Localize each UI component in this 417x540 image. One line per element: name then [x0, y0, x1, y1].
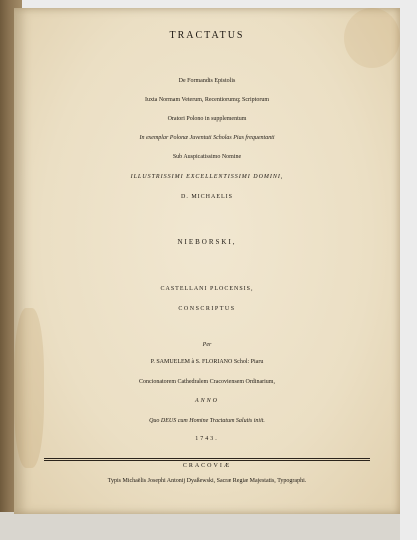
honorific-line: ILLUSTRISSIMI EXCELLENTISSIMI DOMINI,: [130, 174, 284, 180]
subtitle-line: Iuxta Normam Veterum, Recentiorumq; Scriptorum: [144, 97, 270, 103]
divider-rule: [44, 458, 370, 459]
publication-year: 1743.: [195, 436, 219, 442]
subtitle-line: Oratori Polono in supplementum: [167, 116, 247, 122]
patron-surname: NIEBORSKI,: [177, 238, 237, 246]
book-title: TRACTATUS: [169, 30, 245, 41]
subtitle-line: De Formandis Epistolis: [178, 78, 236, 84]
patron-office: CASTELLANI PLOCENSIS,: [160, 286, 254, 292]
divider-rule: [44, 460, 370, 461]
title-page: [14, 8, 400, 514]
paper-stain: [14, 308, 44, 468]
conscriptus-line: CONSCRIPTUS: [178, 306, 236, 312]
background-strip: [0, 512, 400, 540]
imprint-city: CRACOVIÆ: [182, 463, 232, 469]
dedication-line: Quo DEUS cum Homine Tractatum Salutis iniit.: [149, 418, 265, 424]
author-line: P. SAMUELEM à S. FLORIANO Schol: Piaru: [150, 359, 264, 365]
author-role-line: Concionatorem Cathedralem Cracoviensem Ordinarium,: [139, 379, 275, 385]
per-line: Per: [202, 342, 212, 348]
imprint-printer: Typis Michaëlis Josephi Antonij Dyaßewski, Sacræ Regiæ Majestatis, Typographi.: [107, 478, 307, 484]
patron-name: D. MICHAELIS: [181, 194, 233, 200]
subtitle-line: In exemplar Polonæ Juventuti Scholas Pias frequentanti: [139, 135, 275, 141]
subtitle-line: Sub Auspicatissimo Nomine: [172, 154, 242, 160]
anno-line: ANNO: [194, 398, 219, 404]
